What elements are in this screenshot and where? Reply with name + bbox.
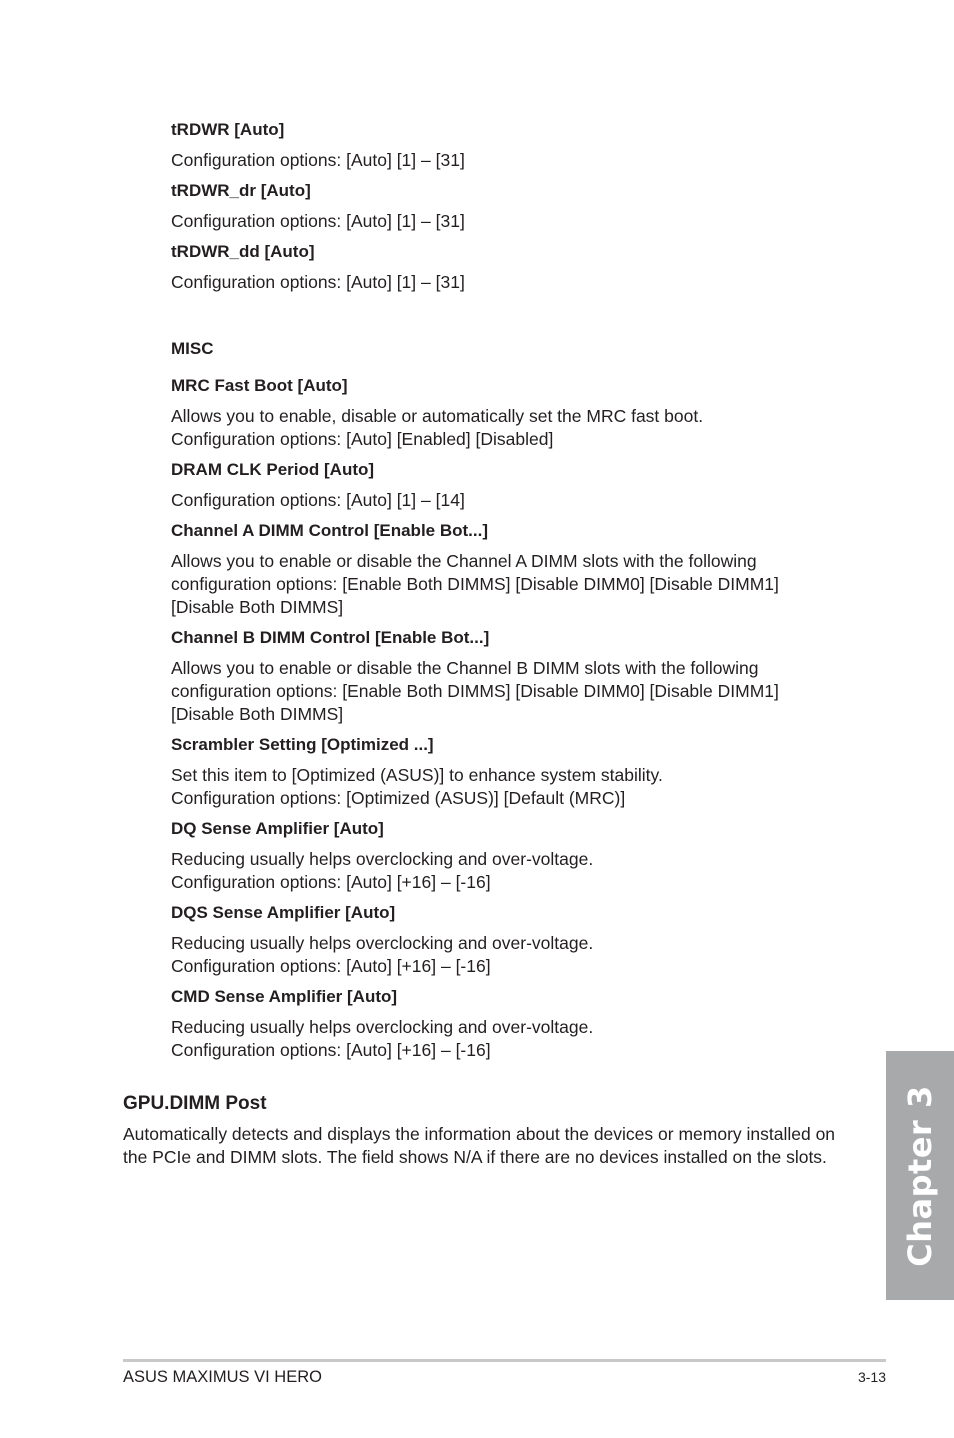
item-title-channel-b-dimm: Channel B DIMM Control [Enable Bot...] — [171, 628, 490, 647]
item-title-trdwr-dr: tRDWR_dr [Auto] — [171, 181, 311, 200]
item-title-trdwr: tRDWR [Auto] — [171, 120, 285, 139]
item-title-cmd-sense-amplifier: CMD Sense Amplifier [Auto] — [171, 987, 398, 1006]
item-desc-line: Reducing usually helps overclocking and over-voltage. — [171, 1017, 594, 1037]
item-desc-line: Configuration options: [Auto] [+16] – [-16] — [171, 956, 491, 976]
item-title-scrambler-setting: Scrambler Setting [Optimized ...] — [171, 735, 434, 754]
misc-heading: MISC — [171, 339, 214, 358]
item-desc-line: Configuration options: [Auto] [Enabled] [Disabled] — [171, 429, 554, 449]
footer-divider — [123, 1359, 886, 1362]
item-desc-line: Configuration options: [Auto] [+16] – [-16] — [171, 1040, 491, 1060]
item-desc-dq-sense-amplifier — [171, 848, 811, 894]
item-desc-line: Configuration options: [Auto] [+16] – [-16] — [171, 872, 491, 892]
item-desc-line: Configuration options: [Optimized (ASUS)] [Default (MRC)] — [171, 788, 626, 808]
item-desc-line: Reducing usually helps overclocking and over-voltage. — [171, 849, 594, 869]
item-desc-trdwr-dr: Configuration options: [Auto] [1] – [31] — [171, 211, 465, 231]
chapter-tab-label: Chapter 3 — [901, 1084, 939, 1267]
item-desc-cmd-sense-amplifier — [171, 1016, 811, 1062]
section-title: GPU.DIMM Post — [123, 1093, 267, 1114]
gpu-dimm-post-section — [123, 1092, 843, 1169]
footer-page-number: 3-13 — [857, 1369, 886, 1385]
item-desc-trdwr-dd: Configuration options: [Auto] [1] – [31] — [171, 272, 465, 292]
item-title-dram-clk-period: DRAM CLK Period [Auto] — [171, 460, 375, 479]
item-desc-channel-b-dimm: Allows you to enable or disable the Channel B DIMM slots with the following configuration options: [Enable Both DIMMS] [Disable DIMM0] [Disable DIMM1] [Disable Both DIMMS] — [171, 658, 779, 724]
item-desc-line: Reducing usually helps overclocking and over-voltage. — [171, 933, 594, 953]
item-desc-mrc-fast-boot — [171, 405, 811, 451]
item-title-dq-sense-amplifier: DQ Sense Amplifier [Auto] — [171, 819, 384, 838]
item-desc-channel-a-dimm: Allows you to enable or disable the Channel A DIMM slots with the following configuration options: [Enable Both DIMMS] [Disable DIMM0] [Disable DIMM1] [Disable Both DIMMS] — [171, 551, 779, 617]
item-desc-dram-clk-period: Configuration options: [Auto] [1] – [14] — [171, 490, 465, 510]
item-desc-dqs-sense-amplifier — [171, 932, 811, 978]
item-desc-trdwr: Configuration options: [Auto] [1] – [31] — [171, 150, 465, 170]
chapter-tab — [886, 1051, 954, 1300]
item-title-trdwr-dd: tRDWR_dd [Auto] — [171, 242, 315, 261]
footer-product-name: ASUS MAXIMUS VI HERO — [123, 1368, 322, 1386]
section-desc: Automatically detects and displays the information about the devices or memory installed on the PCIe and DIMM slots. The field shows N/A if there are no devices installed on the slots. — [123, 1124, 836, 1167]
item-desc-scrambler-setting — [171, 764, 811, 810]
item-title-channel-a-dimm: Channel A DIMM Control [Enable Bot...] — [171, 521, 488, 540]
content-column — [171, 119, 811, 1070]
item-title-mrc-fast-boot: MRC Fast Boot [Auto] — [171, 376, 348, 395]
item-title-dqs-sense-amplifier: DQS Sense Amplifier [Auto] — [171, 903, 396, 922]
item-desc-line: Allows you to enable, disable or automatically set the MRC fast boot. — [171, 406, 704, 426]
item-desc-line: Set this item to [Optimized (ASUS)] to enhance system stability. — [171, 765, 663, 785]
